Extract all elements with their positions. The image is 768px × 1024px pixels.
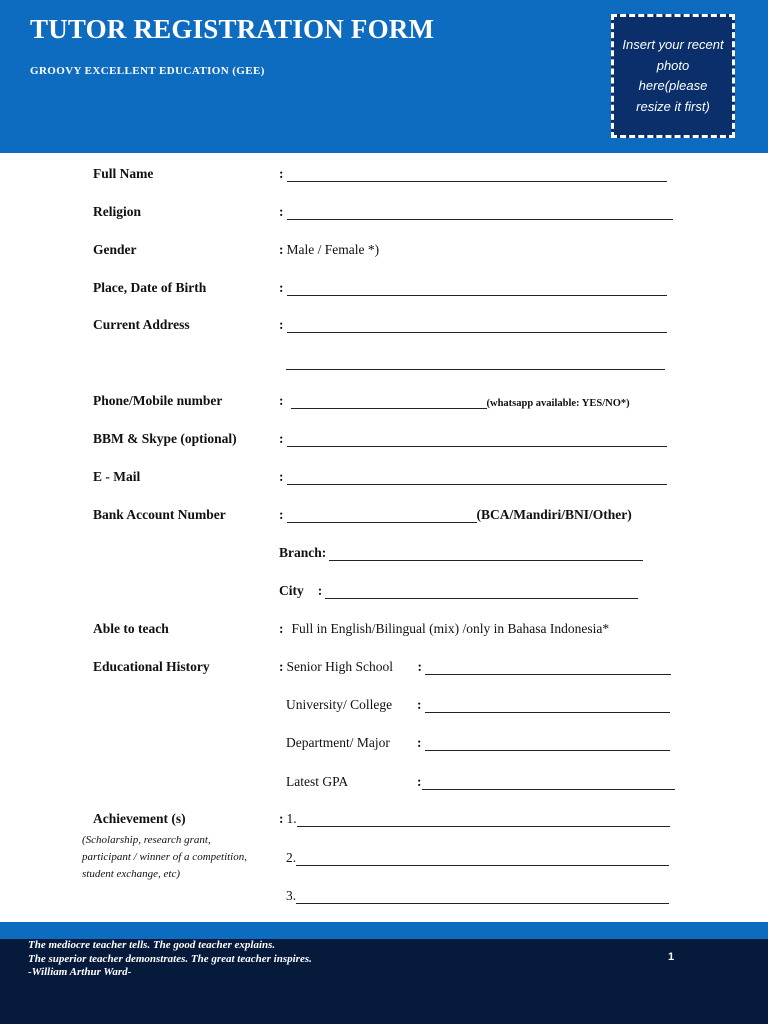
- field-colon: :: [279, 811, 284, 826]
- bank-account-line[interactable]: [287, 510, 477, 523]
- place-date-of-birth-field[interactable]: [279, 280, 667, 296]
- achievement-label: Achievement (s): [93, 811, 186, 826]
- senior-high-school-label: Senior High School: [286, 659, 393, 674]
- achievement-3-line[interactable]: [296, 891, 669, 904]
- whatsapp-note: (whatsapp available: YES/NO*): [486, 398, 630, 409]
- city-field[interactable]: [279, 583, 638, 599]
- footer-banner: [0, 939, 768, 1024]
- latest-gpa-line[interactable]: [422, 777, 675, 790]
- religion-line[interactable]: [287, 207, 673, 220]
- phone-line[interactable]: [291, 396, 487, 409]
- latest-gpa-label: Latest GPA: [286, 774, 349, 789]
- field-colon: :: [279, 242, 284, 257]
- current-address-line-2[interactable]: [286, 357, 665, 370]
- current-address-line-1[interactable]: [287, 320, 667, 333]
- senior-high-school-field[interactable]: [279, 659, 671, 675]
- achievement-note: (Scholarship, research grant, participant / winner of a competition, student exchange, etc): [82, 834, 247, 880]
- university-label: University/ College: [286, 697, 393, 712]
- full-name-line[interactable]: [287, 169, 667, 182]
- email-field[interactable]: [279, 469, 667, 485]
- bbm-skype-label: BBM & Skype (optional): [93, 431, 237, 446]
- footer-stripe: [0, 922, 768, 939]
- achievement-1-line[interactable]: [297, 814, 670, 827]
- field-colon: :: [417, 735, 422, 750]
- phone-label: Phone/Mobile number: [93, 393, 223, 408]
- footer-quote: [28, 939, 312, 980]
- bbm-skype-field[interactable]: [279, 431, 667, 447]
- bank-options: (BCA/Mandiri/BNI/Other): [476, 507, 632, 522]
- achievement-3-number: 3.: [286, 888, 297, 903]
- field-colon: :: [279, 469, 284, 484]
- place-date-of-birth-line[interactable]: [287, 283, 667, 296]
- field-colon: :: [317, 583, 323, 598]
- field-colon: :: [279, 621, 284, 636]
- field-colon: :: [279, 431, 284, 446]
- senior-high-school-line[interactable]: [425, 662, 671, 675]
- achievement-1-number: 1.: [286, 811, 297, 826]
- quote-author: -William Arthur Ward-: [28, 966, 132, 978]
- achievement-2-line[interactable]: [296, 853, 669, 866]
- field-colon: :: [417, 697, 422, 712]
- page-number: 1: [668, 951, 675, 963]
- department-field[interactable]: [286, 735, 670, 751]
- religion-field[interactable]: [279, 204, 673, 220]
- gender-label: Gender: [93, 242, 137, 257]
- gender-options[interactable]: Male / Female *): [286, 242, 380, 257]
- quote-line-2: The superior teacher demonstrates. The great teacher inspires.: [28, 952, 312, 965]
- branch-field[interactable]: [279, 545, 643, 561]
- organization-name: GROOVY EXCELLENT EDUCATION (GEE): [30, 65, 265, 77]
- field-colon: :: [279, 659, 284, 674]
- field-colon: :: [417, 774, 422, 789]
- email-line[interactable]: [287, 472, 667, 485]
- city-label: City: [279, 583, 304, 598]
- field-colon: :: [279, 204, 284, 219]
- achievement-2-field[interactable]: [286, 850, 669, 866]
- city-line[interactable]: [325, 586, 638, 599]
- current-address-field[interactable]: [279, 317, 667, 333]
- branch-label: Branch:: [279, 545, 327, 560]
- educational-history-label: Educational History: [93, 659, 210, 674]
- able-to-teach-label: Able to teach: [93, 621, 169, 636]
- teach-language-options[interactable]: Full in English/Bilingual (mix) /only in Bahasa Indonesia*: [291, 621, 610, 636]
- department-label: Department/ Major: [286, 735, 390, 750]
- gender-field[interactable]: [279, 242, 379, 258]
- phone-field[interactable]: [279, 393, 630, 409]
- field-colon: :: [279, 507, 284, 522]
- current-address-field-2[interactable]: [286, 357, 665, 370]
- full-name-label: Full Name: [93, 166, 154, 181]
- header-banner: [0, 0, 768, 153]
- bank-account-field[interactable]: [279, 507, 632, 523]
- university-field[interactable]: [286, 697, 670, 713]
- field-colon: :: [279, 317, 284, 332]
- department-line[interactable]: [425, 738, 670, 751]
- quote-line-1: The mediocre teacher tells. The good teacher explains.: [28, 939, 276, 951]
- able-to-teach-field[interactable]: [279, 621, 609, 637]
- latest-gpa-field[interactable]: [286, 774, 675, 790]
- full-name-field[interactable]: [279, 166, 667, 182]
- bbm-skype-line[interactable]: [287, 434, 667, 447]
- place-date-of-birth-label: Place, Date of Birth: [93, 280, 207, 295]
- field-colon: :: [279, 393, 284, 408]
- achievement-2-number: 2.: [286, 850, 297, 865]
- current-address-label: Current Address: [93, 317, 190, 332]
- branch-line[interactable]: [329, 548, 643, 561]
- field-colon: :: [417, 659, 422, 674]
- field-colon: :: [279, 280, 284, 295]
- bank-account-label: Bank Account Number: [93, 507, 226, 522]
- form-title: TUTOR REGISTRATION FORM: [30, 14, 435, 44]
- field-colon: :: [279, 166, 284, 181]
- achievement-3-field[interactable]: [286, 888, 669, 904]
- email-label: E - Mail: [93, 469, 141, 484]
- achievement-1-field[interactable]: [279, 811, 670, 827]
- religion-label: Religion: [93, 204, 142, 219]
- photo-placeholder[interactable]: [611, 14, 735, 138]
- university-line[interactable]: [425, 700, 670, 713]
- photo-placeholder-text: Insert your recent photo here(please resize it first): [622, 37, 724, 114]
